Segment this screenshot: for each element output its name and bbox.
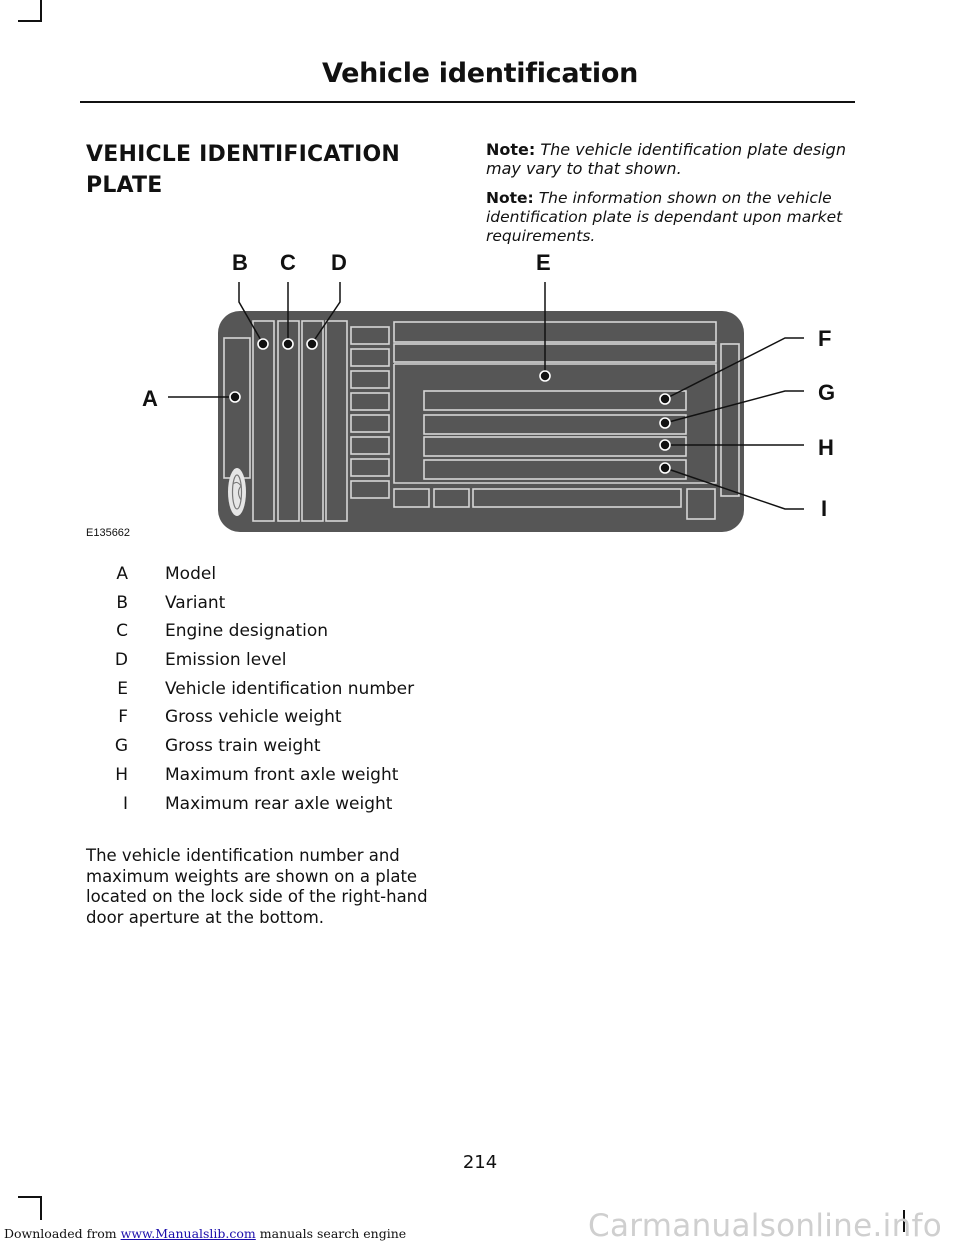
callout-label-G: G: [818, 380, 836, 405]
watermark: Carmanualsonline.info: [588, 1208, 942, 1244]
legend-key: G: [114, 736, 128, 757]
legend-value: Vehicle identification number: [165, 678, 415, 699]
diagram-image-id: E135662: [86, 527, 131, 539]
crop-mark: [18, 20, 42, 22]
manufacturer-logo-icon: [228, 468, 246, 516]
page-header-title: Vehicle identification: [321, 58, 639, 89]
callout-label-B: B: [232, 250, 248, 275]
note-label: Note:: [486, 140, 536, 159]
callout-legend: [86, 564, 466, 822]
note-text: The vehicle identification plate design may vary to that shown.: [486, 140, 846, 178]
legend-row: [86, 564, 466, 593]
legend-value: Gross train weight: [165, 736, 321, 757]
legend-key: A: [116, 564, 128, 584]
legend-key: B: [116, 592, 128, 613]
legend-key: D: [114, 650, 128, 671]
callout-dot-D: [307, 339, 317, 349]
page-number: 214: [462, 1152, 498, 1173]
legend-row: [86, 621, 466, 650]
footer-prefix: Downloaded from: [4, 1226, 117, 1241]
legend-value: Model: [165, 564, 217, 584]
body-paragraph: The vehicle identification number and maximum weights are shown on a plate located on the lock side of the right-hand door aperture at the bottom.: [86, 846, 428, 927]
legend-row: [86, 593, 466, 622]
legend-value: Variant: [165, 592, 226, 613]
manualslib-link[interactable]: www.Manualslib.com: [120, 1226, 256, 1241]
legend-key: H: [115, 764, 128, 785]
callout-dot-C: [283, 339, 293, 349]
header-divider: [80, 101, 855, 103]
legend-row: [86, 650, 466, 679]
note-market: [486, 189, 858, 246]
callout-dot-B: [258, 339, 268, 349]
legend-row: [86, 765, 466, 794]
legend-row: [86, 679, 466, 708]
crop-mark: [40, 0, 42, 22]
legend-key: I: [122, 793, 128, 814]
legend-value: Emission level: [165, 650, 287, 671]
legend-key: C: [116, 621, 128, 642]
note-design: [486, 140, 858, 178]
legend-value: Maximum front axle weight: [165, 764, 399, 785]
callout-dot-E: [540, 371, 550, 381]
legend-value: Maximum rear axle weight: [165, 793, 393, 814]
callout-label-I: I: [821, 496, 828, 521]
callout-label-C: C: [280, 250, 296, 275]
crop-mark: [40, 1196, 42, 1220]
legend-row: [86, 736, 466, 765]
download-footer: [4, 1226, 406, 1241]
legend-value: Gross vehicle weight: [165, 707, 342, 728]
footer-suffix: manuals search engine: [259, 1226, 407, 1241]
legend-key: F: [118, 707, 128, 728]
callout-label-A: A: [142, 386, 158, 411]
note-text: The information shown on the vehicle identification plate is dependant upon market requirements.: [486, 189, 843, 245]
legend-row: [86, 707, 466, 736]
callout-dot-G: [660, 418, 670, 428]
callout-dot-A: [230, 392, 240, 402]
legend-row: [86, 794, 466, 823]
callout-label-F: F: [818, 326, 832, 351]
callout-label-E: E: [536, 250, 551, 275]
vehicle-identification-plate-diagram: [0, 240, 960, 550]
callout-label-D: D: [331, 250, 347, 275]
legend-value: Engine designation: [165, 621, 329, 642]
note-label: Note:: [486, 189, 534, 207]
callout-label-H: H: [818, 435, 834, 460]
callout-dot-H: [660, 440, 670, 450]
callout-dot-I: [660, 463, 670, 473]
callout-dot-F: [660, 394, 670, 404]
legend-key: E: [117, 678, 128, 699]
crop-mark: [18, 1196, 42, 1198]
section-heading: VEHICLE IDENTIFICATION PLATE: [86, 142, 400, 198]
